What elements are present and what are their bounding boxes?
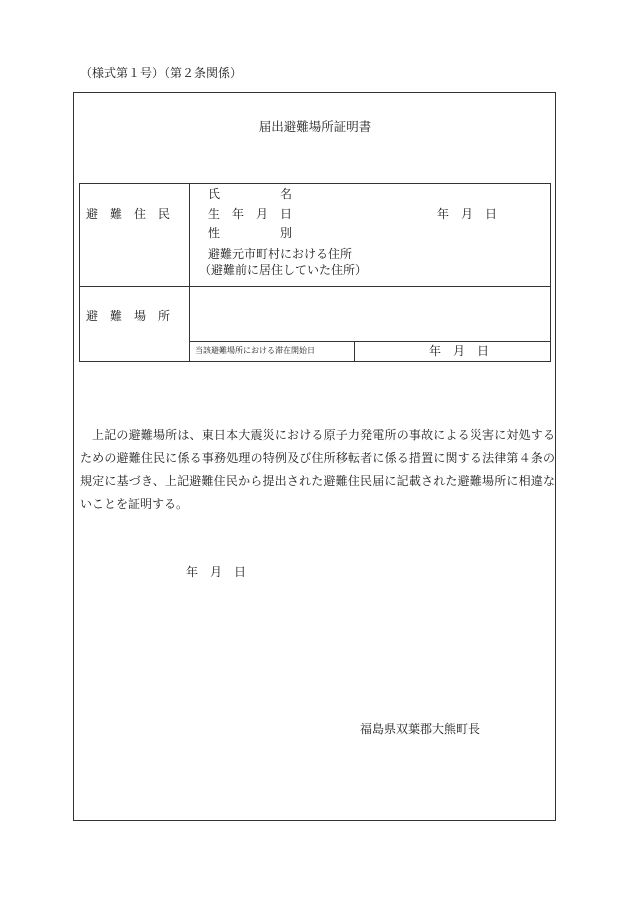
stay-start-date: 年 月 日 <box>429 344 490 358</box>
table-right-border <box>550 183 551 361</box>
table-stay-date-divider <box>354 341 355 361</box>
evacuation-place-label: 避 難 場 所 <box>86 309 171 323</box>
certification-date: 年 月 日 <box>186 565 247 579</box>
issuer-name: 福島県双葉郡大熊町長 <box>360 722 481 736</box>
document-title: 届出避難場所証明書 <box>258 119 372 134</box>
sex-label: 性 別 <box>208 226 293 240</box>
birth-date-value: 年 月 日 <box>437 207 498 221</box>
table-row-divider <box>79 286 551 287</box>
address-note: （避難前に居住していた住所） <box>199 263 368 277</box>
certification-paragraph: 上記の避難場所は、東日本大震災における原子力発電所の事故による災害に対処するための避難住民に係る事務処理の特例及び住所移転者に係る措置に関する法律第４条の規定に基づき、上記避難住民から提出された避難住民届に記載された避難場所に相違ないことを証明する。 <box>80 428 555 511</box>
birth-date-label: 生 年 月 日 <box>208 207 293 221</box>
table-top-border <box>79 183 551 184</box>
table-bottom-border <box>79 361 551 362</box>
table-left-border <box>79 183 80 361</box>
table-stay-divider <box>189 341 551 342</box>
name-label: 氏 名 <box>208 187 293 201</box>
form-number-label: （様式第１号）（第２条関係） <box>80 66 243 80</box>
stay-start-label: 当該避難場所における滞在開始日 <box>195 346 315 355</box>
address-label: 避難元市町村における住所 <box>208 247 353 261</box>
evacuee-label: 避 難 住 民 <box>86 207 171 221</box>
table-label-divider <box>189 183 190 361</box>
